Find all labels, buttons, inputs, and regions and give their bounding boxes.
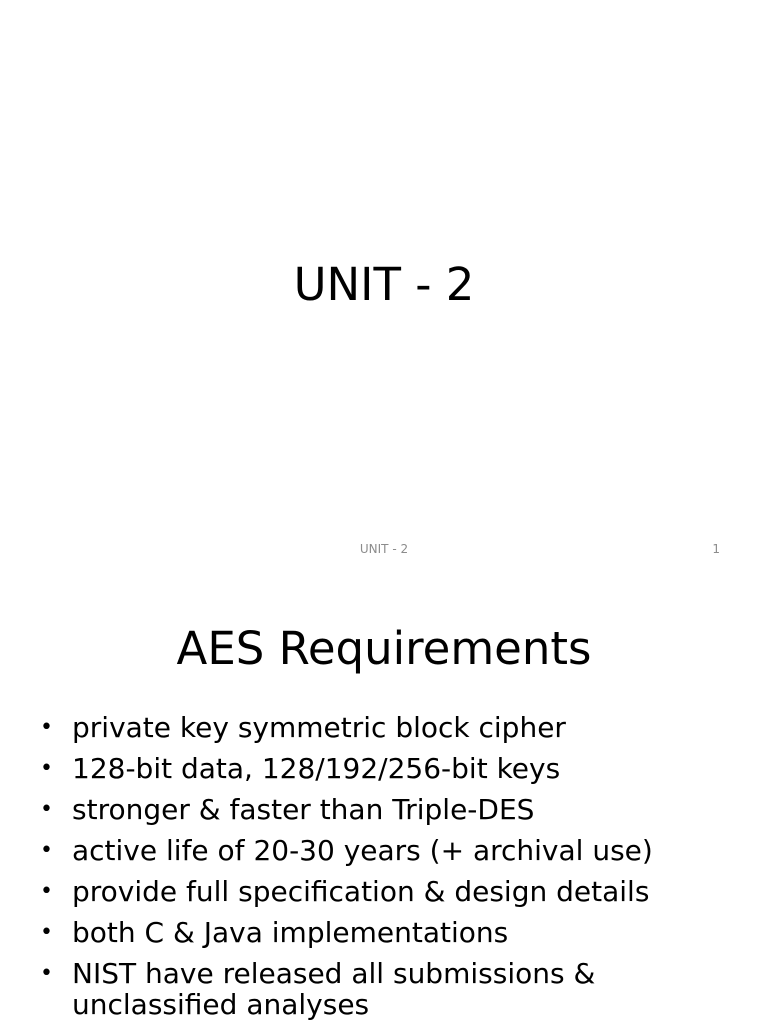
bullet-item — [40, 835, 740, 866]
bullet-text: stronger & faster than Triple-DES — [72, 793, 535, 826]
slide-page-number: 1 — [712, 542, 720, 556]
bullet-text: active life of 20-30 years (+ archival use) — [72, 834, 653, 867]
bullet-dot-icon: • — [40, 879, 53, 904]
bullet-text: private key symmetric block cipher — [72, 711, 566, 744]
bullet-dot-icon: • — [40, 961, 53, 986]
slide-footer-label: UNIT - 2 — [359, 542, 409, 556]
bullet-list — [40, 712, 740, 1024]
bullet-dot-icon: • — [40, 797, 53, 822]
bullet-dot-icon: • — [40, 838, 53, 863]
bullet-dot-icon: • — [40, 920, 53, 945]
bullet-text: provide full specification & design details — [72, 875, 650, 908]
bullet-item — [40, 712, 740, 743]
bullet-item — [40, 958, 740, 1020]
bullet-text: NIST have released all submissions & unclassified analyses — [72, 957, 596, 1021]
bullet-item — [40, 917, 740, 948]
bullet-item — [40, 753, 740, 784]
slide-2 — [0, 576, 768, 1024]
slide-title: AES Requirements — [176, 622, 592, 675]
bullet-item — [40, 876, 740, 907]
bullet-item — [40, 794, 740, 825]
bullet-dot-icon: • — [40, 715, 53, 740]
bullet-text: 128-bit data, 128/192/256-bit keys — [72, 752, 561, 785]
bullet-dot-icon: • — [40, 756, 53, 781]
slide-title: UNIT - 2 — [293, 258, 475, 311]
bullet-text: both C & Java implementations — [72, 916, 509, 949]
